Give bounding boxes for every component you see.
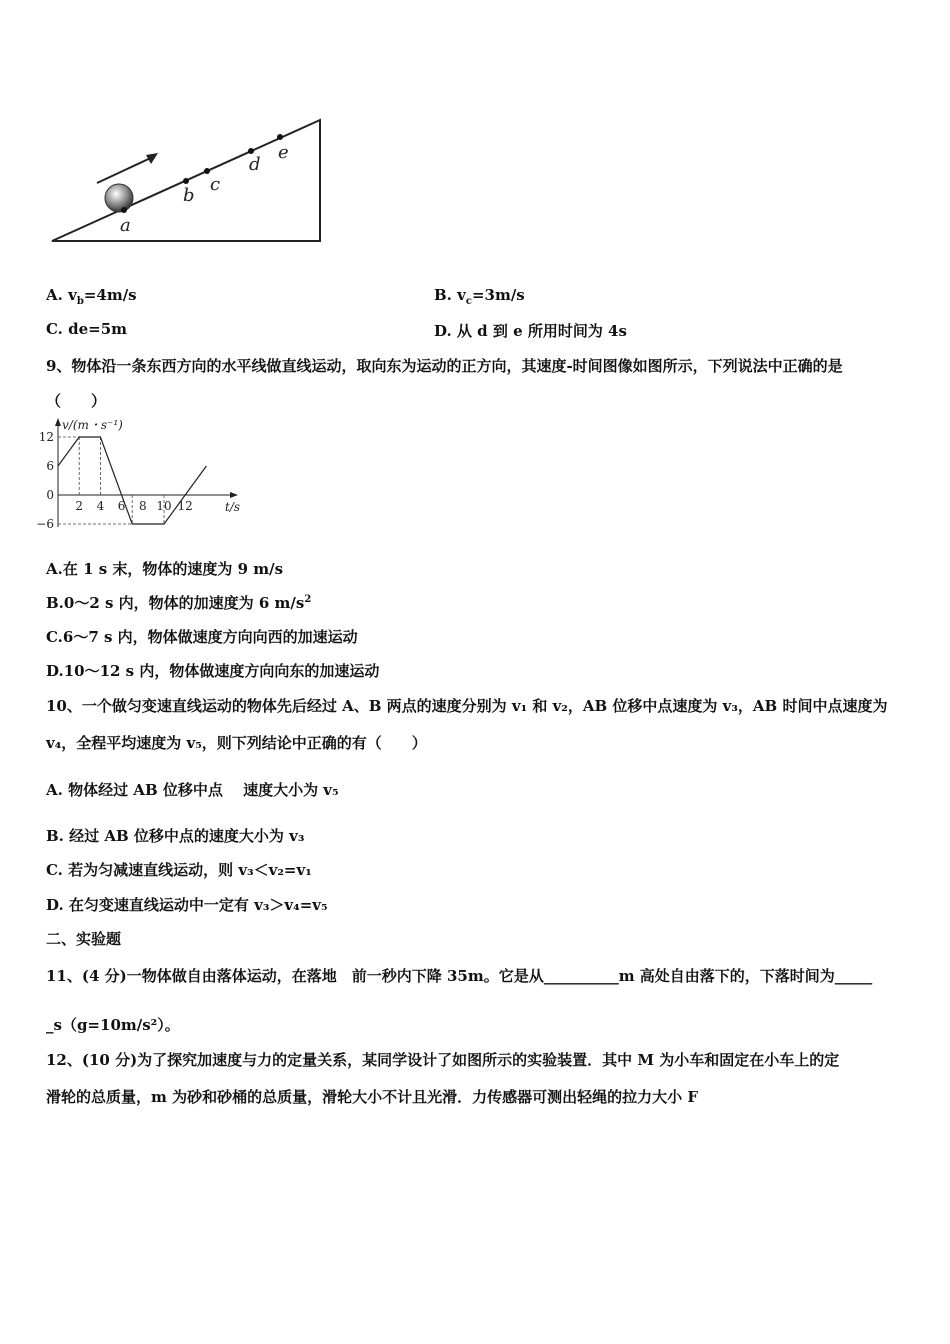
q10-stem-line2: v₄，全程平均速度为 v₅，则下列结论中正确的有（ ） xyxy=(46,734,427,752)
point-a xyxy=(121,207,127,213)
label-e: e xyxy=(278,142,289,163)
x-tick-label: 10 xyxy=(156,499,172,513)
section-title: 二、实验题 xyxy=(46,930,122,948)
point-e xyxy=(277,134,283,140)
x-tick-label: 4 xyxy=(96,499,105,513)
q9-stem-line1: 9、物体沿一条东西方向的水平线做直线运动，取向东为运动的正方向，其速度-时间图像如图所示，下列说法中正确的是 xyxy=(46,357,843,375)
y-tick-label: 6 xyxy=(46,459,54,473)
x-axis-label: t/s xyxy=(225,500,241,514)
q9-option-a: A.在 1 s 末，物体的速度为 9 m/s xyxy=(46,560,284,578)
q10-option-d: D. 在匀变速直线运动中一定有 v₃＞v₄=v₅ xyxy=(46,896,328,914)
q10-option-c: C. 若为匀减速直线运动，则 v₃＜v₂=v₁ xyxy=(46,861,312,879)
x-tick-label: 2 xyxy=(75,499,84,513)
q10-stem-line1: 10、一个做匀变速直线运动的物体先后经过 A、B 两点的速度分别为 v₁ 和 v₂，AB 位移中点速度为 v₃，AB 时间中点速度为 xyxy=(46,697,888,715)
x-tick-label: 12 xyxy=(177,499,193,513)
q9-option-d: D.10～12 s 内，物体做速度方向向东的加速运动 xyxy=(46,662,380,680)
y-axis-arrow-icon xyxy=(55,418,61,426)
velocity-time-chart xyxy=(36,415,250,535)
x-axis-arrow-icon xyxy=(230,492,238,498)
q12-line2: 滑轮的总质量，m 为砂和砂桶的总质量，滑轮大小不计且光滑．力传感器可测出轻绳的拉力大小 F xyxy=(46,1088,698,1106)
label-a: a xyxy=(120,215,131,236)
x-tick-label: 6 xyxy=(117,499,126,513)
y-tick-label: 12 xyxy=(38,430,54,444)
point-b xyxy=(183,178,189,184)
q11-line1: 11、(4 分)一物体做自由落体运动，在落地 前一秒内下降 35m。它是从__________m 高处自由落下的，下落时间为_____ xyxy=(46,967,873,985)
q9-stem-line2: （ ） xyxy=(46,392,107,410)
y-axis-label: v/(m・s⁻¹) xyxy=(62,418,123,432)
label-d: d xyxy=(249,154,261,175)
q8-option-c: C. de=5m xyxy=(46,320,128,338)
y-tick-label: −6 xyxy=(36,517,54,531)
motion-arrow xyxy=(97,156,155,183)
incline-figure xyxy=(40,110,340,255)
y-tick-label: 0 xyxy=(46,488,54,502)
ball xyxy=(105,184,133,212)
q8-option-b: B. $v_c=3m/s$ xyxy=(434,286,525,307)
label-b: b xyxy=(183,185,195,206)
q11-line2: _s（g=10m/s²）。 xyxy=(46,1016,180,1034)
x-tick-label: 8 xyxy=(138,499,147,513)
q9-option-c: C.6～7 s 内，物体做速度方向向西的加速运动 xyxy=(46,628,358,646)
q8-option-a: A. $v_b=4m/s$ xyxy=(46,286,137,307)
q8-option-d: D. 从 d 到 e 所用时间为 4s xyxy=(434,322,627,340)
label-c: c xyxy=(210,174,221,195)
q9-option-b: B.0～2 s 内，物体的加速度为 6 $m/s^2$ xyxy=(46,594,312,612)
q10-option-b: B. 经过 AB 位移中点的速度大小为 v₃ xyxy=(46,827,305,845)
q12-line1: 12、(10 分)为了探究加速度与力的定量关系，某同学设计了如图所示的实验装置．其中 M 为小车和固定在小车上的定 xyxy=(46,1051,840,1069)
q10-option-a: A. 物体经过 AB 位移中点 速度大小为 v₅ xyxy=(46,781,339,799)
